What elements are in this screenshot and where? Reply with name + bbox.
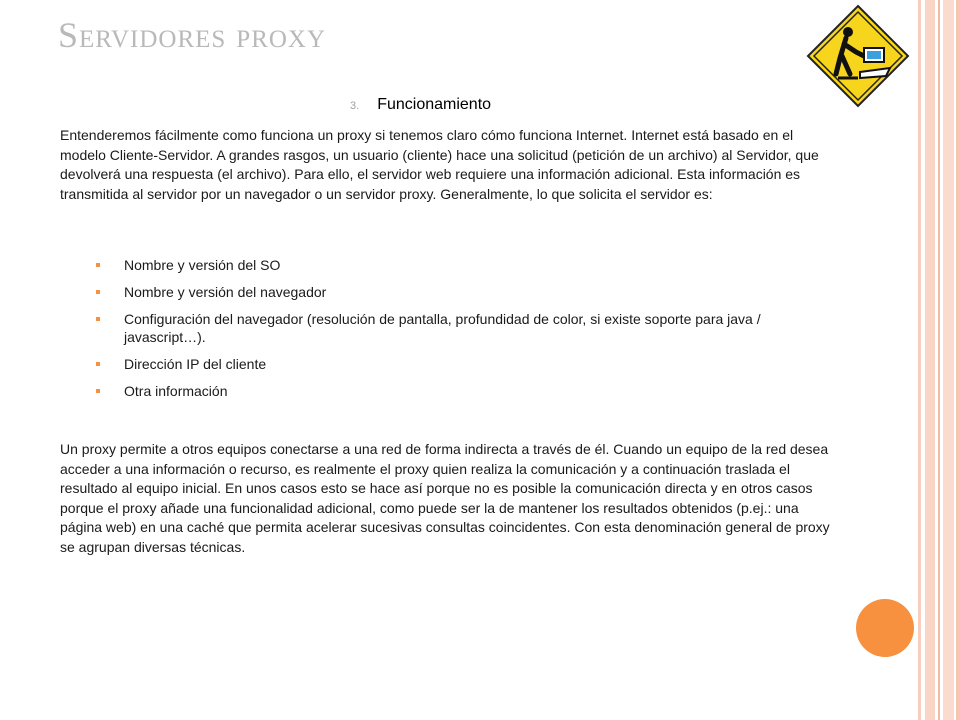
list-item: Nombre y versión del SO: [96, 256, 816, 274]
square-bullet-icon: [96, 317, 100, 321]
under-construction-sign-icon: [806, 4, 910, 108]
bullet-list: [96, 256, 816, 409]
square-bullet-icon: [96, 362, 100, 366]
square-bullet-icon: [96, 290, 100, 294]
closing-paragraph: Un proxy permite a otros equipos conectarse a una red de forma indirecta a través de él. Cuando un equipo de la red desea acceder a una información o recurso, es realmente el proxy quien realiza la comunicación y a continuación traslada el resultado al equipo inicial. En unos casos esto se hace así porque no es posible la comunicación directa y en otros casos porque el proxy añade una funcionalidad adicional, como puede ser la de mantener los resultados obtenidos (p.ej.: una página web) en una caché que permita acelerar sucesivas consultas coincidentes. Con esta denominación general de proxy se agrupan diversas técnicas.: [60, 441, 830, 555]
section-title: Funcionamiento: [377, 96, 492, 113]
square-bullet-icon: [96, 389, 100, 393]
list-item: Configuración del navegador (resolución de pantalla, profundidad de color, si existe soporte para java / javascript…).: [96, 310, 816, 346]
slide-title: Servidores proxy: [58, 15, 327, 55]
section-number: 3.: [350, 100, 360, 112]
decorative-stripes: [918, 0, 960, 720]
list-item: Nombre y versión del navegador: [96, 283, 816, 301]
square-bullet-icon: [96, 263, 100, 267]
list-item: Otra información: [96, 382, 816, 400]
section-heading: [350, 96, 491, 114]
decorative-circle: [856, 599, 914, 657]
intro-paragraph: Entenderemos fácilmente como funciona un proxy si tenemos claro cómo funciona Internet. Internet está basado en el modelo Cliente-Servidor. A grandes rasgos, un usuario (cliente) hace una solicitud (petición de un archivo) al Servidor, que devolverá una respuesta (el archivo). Para ello, el servidor web requiere una información adicional. Esta información es transmitida al servidor por un navegador o un servidor proxy. Generalmente, lo que solicita el servidor es:: [60, 127, 819, 202]
list-item: Dirección IP del cliente: [96, 355, 816, 373]
